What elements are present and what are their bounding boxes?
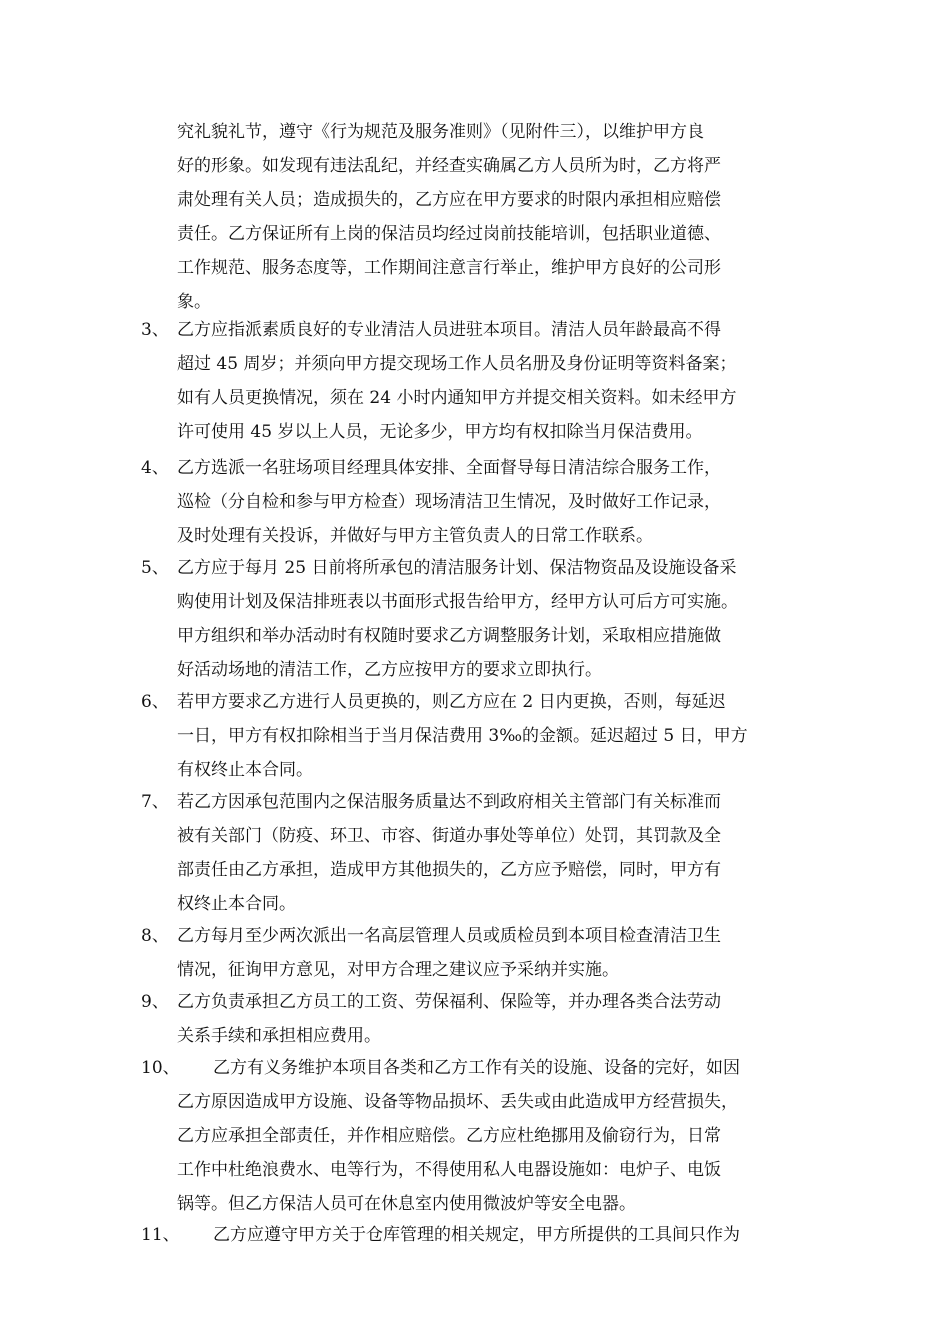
text-line: 乙方选派一名驻场项目经理具体安排、全面督导每日清洁综合服务工作，: [177, 458, 721, 478]
clause-5: [141, 551, 821, 687]
text-line: 甲方组织和举办活动时有权随时要求乙方调整服务计划，采取相应措施做: [177, 626, 721, 646]
text-line: 若甲方要求乙方进行人员更换的，则乙方应在 2 日内更换，否则，每延迟: [177, 692, 726, 712]
text-line: 关系手续和承担相应费用。: [177, 1026, 381, 1046]
text-line: 乙方应于每月 25 日前将所承包的清洁服务计划、保洁物资品及设施设备采: [177, 558, 737, 578]
clause-6: [141, 685, 821, 787]
continuation-paragraph: [141, 115, 821, 319]
text-line: 情况，征询甲方意见，对甲方合理之建议应予采纳并实施。: [177, 960, 619, 980]
text-line: 一日，甲方有权扣除相当于当月保洁费用 3‰的金额。延迟超过 5 日，甲方: [177, 726, 748, 746]
text-line: 乙方每月至少两次派出一名高层管理人员或质检员到本项目检查清洁卫生: [177, 926, 721, 946]
clause-number: 9、: [141, 992, 169, 1012]
clause-number: 4、: [141, 458, 169, 478]
text-line: 购使用计划及保洁排班表以书面形式报告给甲方，经甲方认可后方可实施。: [177, 592, 738, 612]
text-line: 如有人员更换情况，须在 24 小时内通知甲方并提交相关资料。如未经甲方: [177, 388, 737, 408]
text-line: 乙方有义务维护本项目各类和乙方工作有关的设施、设备的完好，如因: [213, 1058, 740, 1078]
clause-4: [141, 451, 821, 553]
clause-11: [141, 1218, 821, 1252]
text-line: 乙方应承担全部责任，并作相应赔偿。乙方应杜绝挪用及偷窃行为，日常: [177, 1126, 721, 1146]
clause-number: 10、: [141, 1058, 180, 1078]
clause-8: [141, 919, 821, 987]
clause-number: 5、: [141, 558, 169, 578]
text-line: 责任。乙方保证所有上岗的保洁员均经过岗前技能培训，包括职业道德、: [177, 224, 721, 244]
text-line: 乙方应指派素质良好的专业清洁人员进驻本项目。清洁人员年龄最高不得: [177, 320, 721, 340]
text-line: 有权终止本合同。: [177, 760, 313, 780]
clause-3: [141, 313, 821, 449]
text-line: 究礼貌礼节，遵守《行为规范及服务准则》（见附件三），以维护甲方良: [177, 122, 704, 142]
clause-number: 6、: [141, 692, 169, 712]
text-line: 若乙方因承包范围内之保洁服务质量达不到政府相关主管部门有关标准而: [177, 792, 721, 812]
text-line: 乙方负责承担乙方员工的工资、劳保福利、保险等，并办理各类合法劳动: [177, 992, 721, 1012]
clause-9: [141, 985, 821, 1053]
text-line: 乙方原因造成甲方设施、设备等物品损坏、丢失或由此造成甲方经营损失，: [177, 1092, 738, 1112]
clause-7: [141, 785, 821, 921]
text-line: 权终止本合同。: [177, 894, 296, 914]
text-line: 好活动场地的清洁工作，乙方应按甲方的要求立即执行。: [177, 660, 602, 680]
text-line: 工作规范、服务态度等，工作期间注意言行举止，维护甲方良好的公司形: [177, 258, 721, 278]
text-line: 肃处理有关人员；造成损失的，乙方应在甲方要求的时限内承担相应赔偿: [177, 190, 721, 210]
text-line: 及时处理有关投诉，并做好与甲方主管负责人的日常工作联系。: [177, 526, 653, 546]
text-line: 好的形象。如发现有违法乱纪，并经查实确属乙方人员所为时，乙方将严: [177, 156, 721, 176]
clause-number: 11、: [141, 1225, 180, 1245]
text-line: 锅等。但乙方保洁人员可在休息室内使用微波炉等安全电器。: [177, 1194, 636, 1214]
text-line: 工作中杜绝浪费水、电等行为，不得使用私人电器设施如：电炉子、电饭: [177, 1160, 721, 1180]
text-line: 许可使用 45 岁以上人员，无论多少，甲方均有权扣除当月保洁费用。: [177, 422, 703, 442]
text-line: 象。: [177, 292, 211, 312]
clause-number: 7、: [141, 792, 169, 812]
clause-number: 3、: [141, 320, 169, 340]
text-line: 乙方应遵守甲方关于仓库管理的相关规定，甲方所提供的工具间只作为: [213, 1225, 740, 1245]
text-line: 部责任由乙方承担，造成甲方其他损失的，乙方应予赔偿，同时，甲方有: [177, 860, 721, 880]
clause-number: 8、: [141, 926, 169, 946]
text-line: 被有关部门（防疫、环卫、市容、街道办事处等单位）处罚，其罚款及全: [177, 826, 721, 846]
text-line: 巡检（分自检和参与甲方检查）现场清洁卫生情况，及时做好工作记录，: [177, 492, 721, 512]
text-line: 超过 45 周岁；并须向甲方提交现场工作人员名册及身份证明等资料备案；: [177, 354, 737, 374]
clause-10: [141, 1051, 821, 1221]
